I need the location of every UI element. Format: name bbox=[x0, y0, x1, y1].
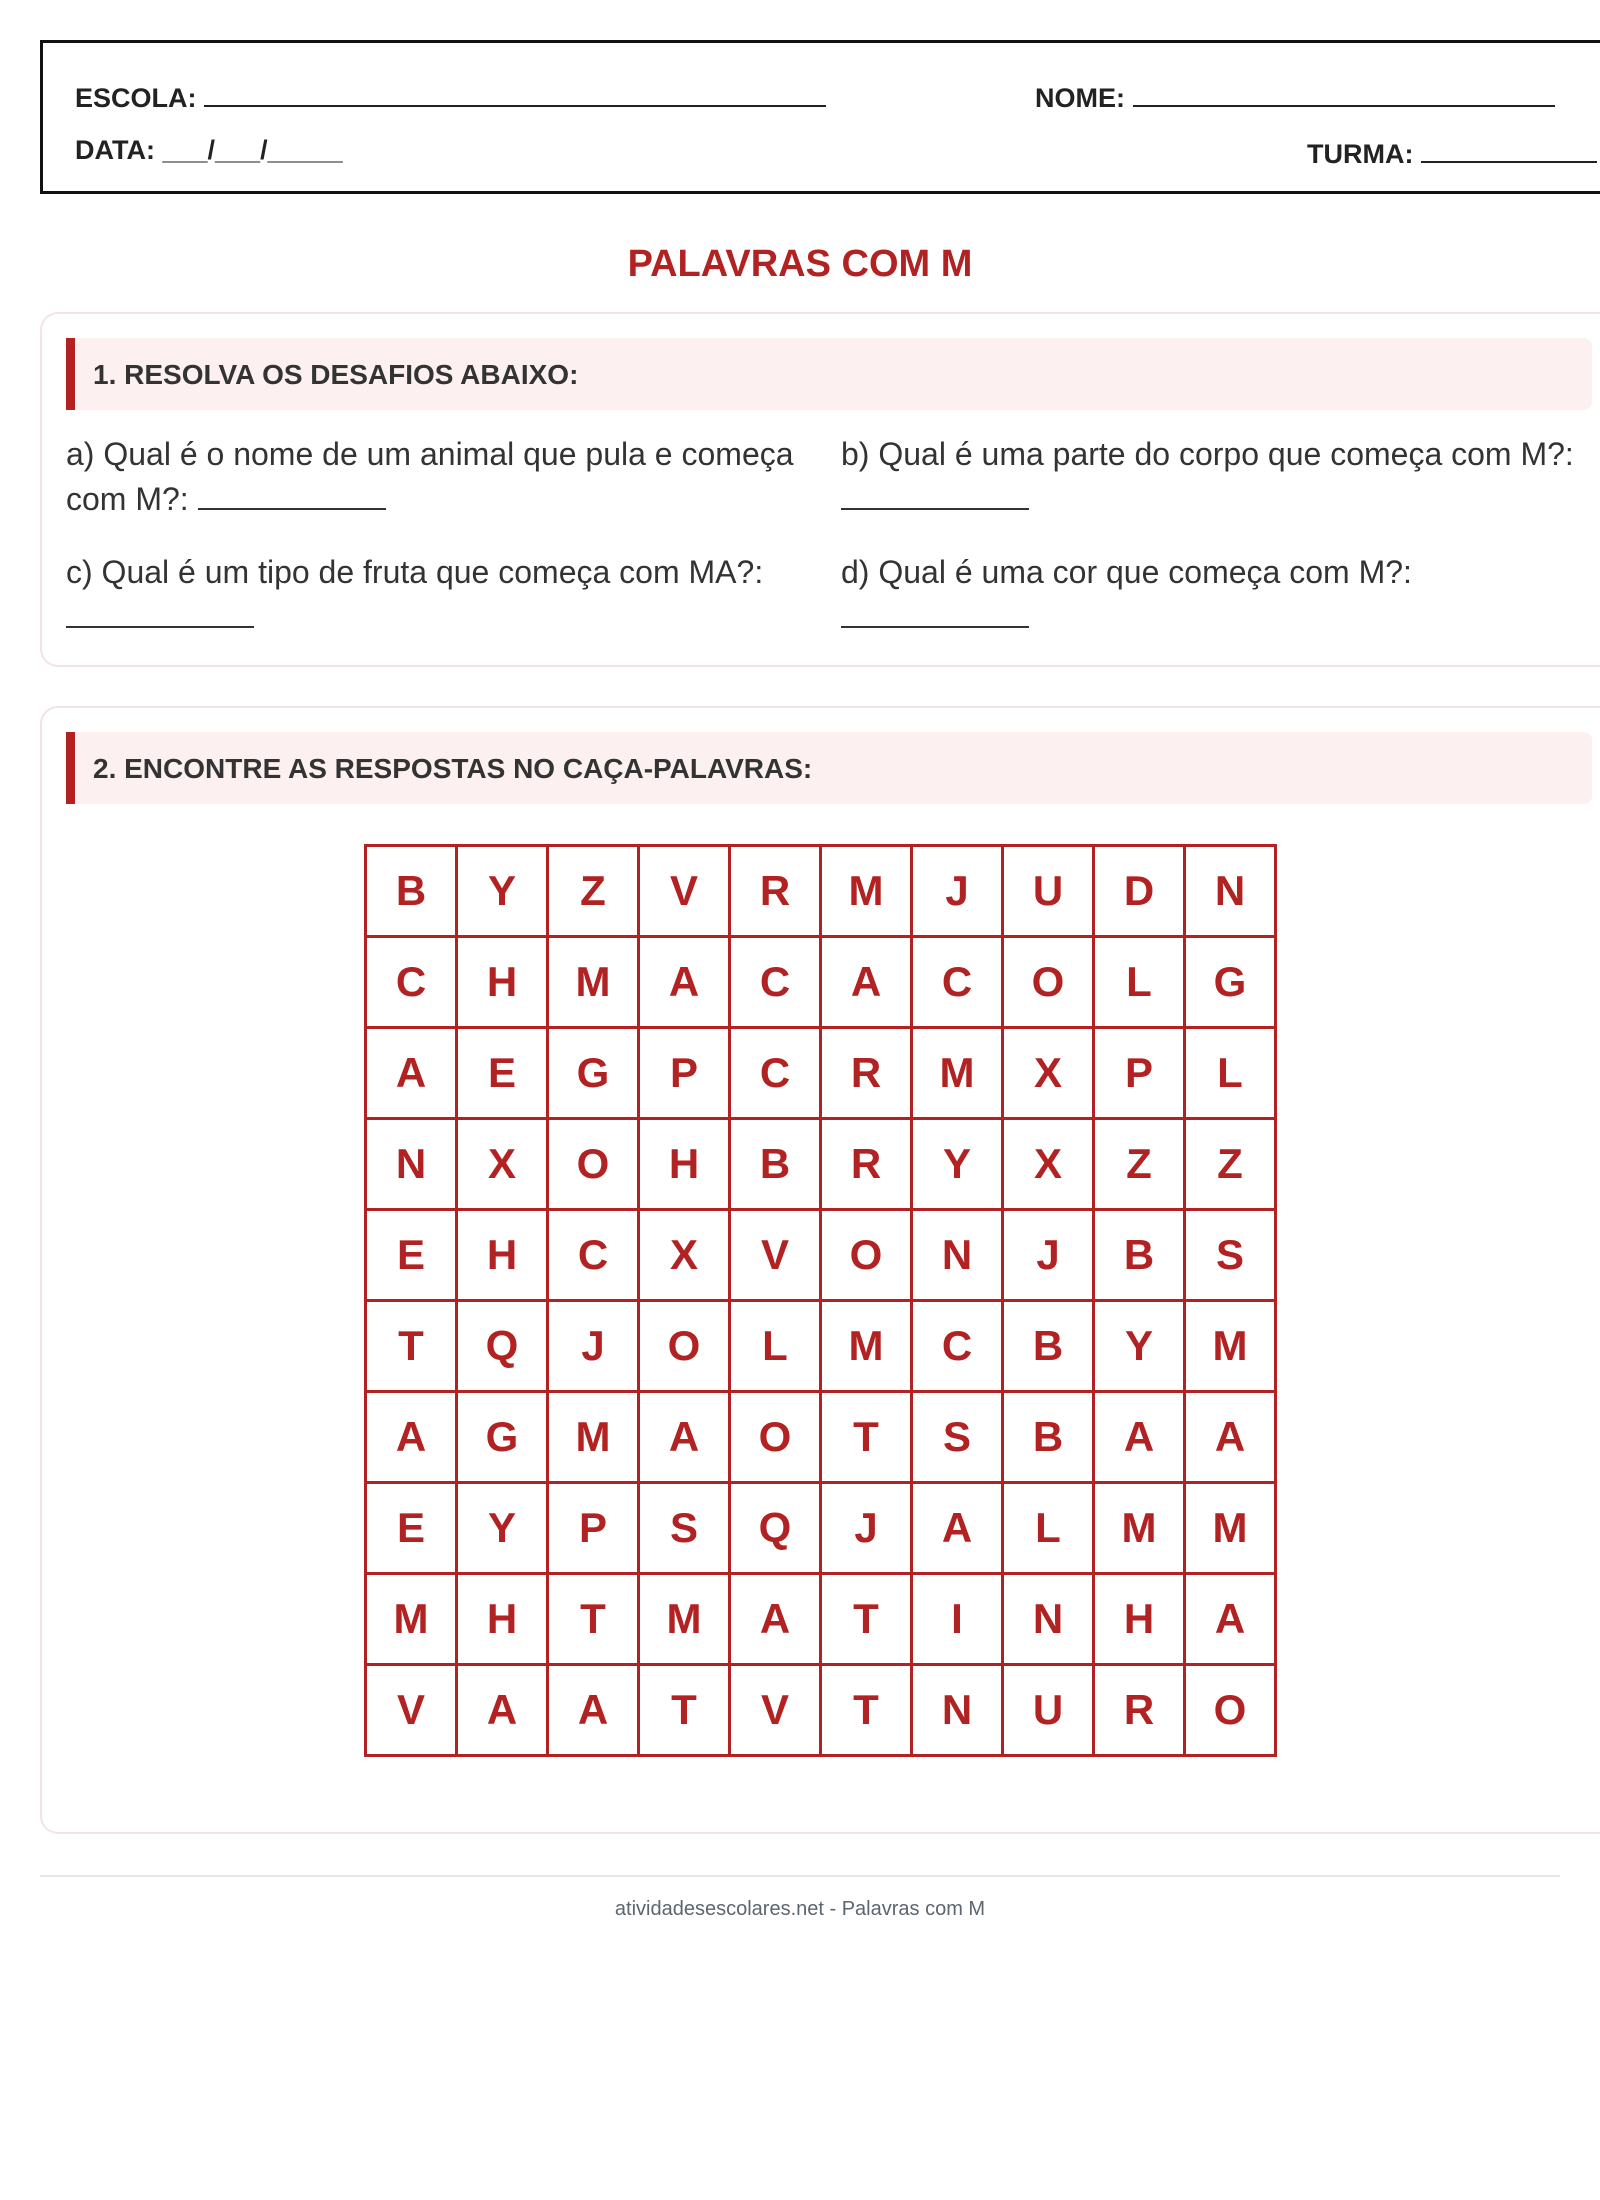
grid-cell[interactable]: G bbox=[1185, 937, 1276, 1028]
grid-cell[interactable]: H bbox=[639, 1119, 730, 1210]
grid-cell[interactable]: A bbox=[1094, 1392, 1185, 1483]
grid-cell[interactable]: A bbox=[548, 1665, 639, 1756]
grid-cell[interactable]: T bbox=[821, 1392, 912, 1483]
grid-cell[interactable]: B bbox=[1003, 1392, 1094, 1483]
nome-line bbox=[1133, 79, 1555, 107]
grid-cell[interactable]: Z bbox=[548, 846, 639, 937]
grid-cell[interactable]: B bbox=[366, 846, 457, 937]
grid-cell[interactable]: M bbox=[366, 1574, 457, 1665]
grid-row bbox=[366, 937, 1276, 1028]
challenges-card bbox=[40, 312, 1600, 667]
grid-row bbox=[366, 1028, 1276, 1119]
grid-cell[interactable]: X bbox=[1003, 1119, 1094, 1210]
grid-cell[interactable]: U bbox=[1003, 1665, 1094, 1756]
grid-cell[interactable]: X bbox=[1003, 1028, 1094, 1119]
nome-field[interactable]: NOME: bbox=[1035, 79, 1555, 114]
grid-cell[interactable]: L bbox=[1003, 1483, 1094, 1574]
grid-row bbox=[366, 846, 1276, 937]
grid-cell[interactable]: A bbox=[457, 1665, 548, 1756]
data-field[interactable]: DATA: ___/___/_____ bbox=[75, 135, 343, 165]
grid-cell[interactable]: N bbox=[912, 1665, 1003, 1756]
grid-cell[interactable]: X bbox=[457, 1119, 548, 1210]
grid-row bbox=[366, 1483, 1276, 1574]
escola-line bbox=[204, 79, 826, 107]
grid-cell[interactable]: U bbox=[1003, 846, 1094, 937]
grid-cell[interactable]: E bbox=[366, 1210, 457, 1301]
question-a: a) Qual é o nome de um animal que pula e começa com M?: bbox=[66, 436, 794, 517]
grid-cell[interactable]: M bbox=[548, 937, 639, 1028]
grid-cell[interactable]: Z bbox=[1094, 1119, 1185, 1210]
grid-cell[interactable]: O bbox=[1185, 1665, 1276, 1756]
grid-cell[interactable]: M bbox=[1094, 1483, 1185, 1574]
grid-cell[interactable]: T bbox=[366, 1301, 457, 1392]
grid-cell[interactable]: Y bbox=[457, 1483, 548, 1574]
grid-cell[interactable]: G bbox=[457, 1392, 548, 1483]
grid-cell[interactable]: L bbox=[1185, 1028, 1276, 1119]
grid-cell[interactable]: H bbox=[1094, 1574, 1185, 1665]
section2-heading: 2. ENCONTRE AS RESPOSTAS NO CAÇA-PALAVRAS: bbox=[66, 732, 1592, 804]
grid-cell[interactable]: H bbox=[457, 937, 548, 1028]
grid-cell[interactable]: V bbox=[366, 1665, 457, 1756]
answer-blank-a[interactable] bbox=[198, 478, 386, 510]
grid-cell[interactable]: V bbox=[730, 1665, 821, 1756]
grid-cell[interactable]: H bbox=[457, 1210, 548, 1301]
answer-blank-b[interactable] bbox=[841, 478, 1029, 510]
grid-cell[interactable]: M bbox=[821, 1301, 912, 1392]
grid-cell[interactable]: M bbox=[1185, 1483, 1276, 1574]
grid-cell[interactable]: C bbox=[912, 1301, 1003, 1392]
grid-cell[interactable]: J bbox=[912, 846, 1003, 937]
grid-cell[interactable]: P bbox=[1094, 1028, 1185, 1119]
grid-cell[interactable]: S bbox=[639, 1483, 730, 1574]
grid-cell[interactable]: R bbox=[730, 846, 821, 937]
grid-cell[interactable]: V bbox=[639, 846, 730, 937]
grid-row bbox=[366, 1210, 1276, 1301]
grid-cell[interactable]: S bbox=[1185, 1210, 1276, 1301]
grid-cell[interactable]: J bbox=[1003, 1210, 1094, 1301]
grid-cell[interactable]: J bbox=[821, 1483, 912, 1574]
grid-cell[interactable]: H bbox=[457, 1574, 548, 1665]
grid-cell[interactable]: P bbox=[639, 1028, 730, 1119]
grid-cell[interactable]: E bbox=[366, 1483, 457, 1574]
grid-cell[interactable]: X bbox=[639, 1210, 730, 1301]
grid-cell[interactable]: D bbox=[1094, 846, 1185, 937]
question-b: b) Qual é uma parte do corpo que começa com M?: bbox=[841, 432, 1581, 522]
grid-cell[interactable]: L bbox=[730, 1301, 821, 1392]
grid-cell[interactable]: T bbox=[821, 1574, 912, 1665]
grid-row bbox=[366, 1574, 1276, 1665]
escola-field[interactable]: ESCOLA: bbox=[75, 79, 826, 114]
grid-cell[interactable]: P bbox=[548, 1483, 639, 1574]
grid-cell[interactable]: R bbox=[821, 1119, 912, 1210]
grid-cell[interactable]: A bbox=[1185, 1574, 1276, 1665]
grid-cell[interactable]: B bbox=[1094, 1210, 1185, 1301]
grid-cell[interactable]: N bbox=[1185, 846, 1276, 937]
grid-cell[interactable]: S bbox=[912, 1392, 1003, 1483]
student-info-box bbox=[40, 40, 1600, 194]
answer-blank-d[interactable] bbox=[841, 596, 1029, 628]
grid-cell[interactable]: N bbox=[366, 1119, 457, 1210]
word-search-grid bbox=[364, 844, 1277, 1757]
page-title: PALAVRAS COM M bbox=[627, 243, 973, 285]
grid-cell[interactable]: Z bbox=[1185, 1119, 1276, 1210]
grid-cell[interactable]: J bbox=[548, 1301, 639, 1392]
grid-cell[interactable]: R bbox=[821, 1028, 912, 1119]
grid-cell[interactable]: A bbox=[639, 937, 730, 1028]
grid-cell[interactable]: C bbox=[548, 1210, 639, 1301]
grid-cell[interactable]: A bbox=[821, 937, 912, 1028]
grid-cell[interactable]: Y bbox=[457, 846, 548, 937]
grid-cell[interactable]: E bbox=[457, 1028, 548, 1119]
grid-cell[interactable]: B bbox=[1003, 1301, 1094, 1392]
turma-line bbox=[1421, 135, 1597, 163]
grid-cell[interactable]: O bbox=[1003, 937, 1094, 1028]
footer-text: atividadesescolares.net - Palavras com M bbox=[614, 1898, 986, 1920]
turma-field[interactable]: TURMA: bbox=[1307, 135, 1597, 170]
grid-cell[interactable]: O bbox=[548, 1119, 639, 1210]
grid-cell[interactable]: T bbox=[821, 1665, 912, 1756]
section1-heading: 1. RESOLVA OS DESAFIOS ABAIXO: bbox=[66, 338, 1592, 410]
grid-cell[interactable]: N bbox=[1003, 1574, 1094, 1665]
grid-cell[interactable]: Q bbox=[730, 1483, 821, 1574]
grid-cell[interactable]: M bbox=[548, 1392, 639, 1483]
footer-divider bbox=[40, 1875, 1560, 1877]
question-c: c) Qual é um tipo de fruta que começa com MA?: bbox=[66, 550, 806, 640]
answer-blank-c[interactable] bbox=[66, 596, 254, 628]
grid-cell[interactable]: G bbox=[548, 1028, 639, 1119]
grid-cell[interactable]: C bbox=[730, 1028, 821, 1119]
question-d: d) Qual é uma cor que começa com M?: bbox=[841, 550, 1581, 640]
grid-cell[interactable]: T bbox=[548, 1574, 639, 1665]
grid-cell[interactable]: A bbox=[366, 1392, 457, 1483]
grid-cell[interactable]: C bbox=[912, 937, 1003, 1028]
grid-cell[interactable]: O bbox=[730, 1392, 821, 1483]
grid-cell[interactable]: M bbox=[912, 1028, 1003, 1119]
grid-row bbox=[366, 1119, 1276, 1210]
grid-cell[interactable]: M bbox=[821, 846, 912, 937]
grid-cell[interactable]: A bbox=[1185, 1392, 1276, 1483]
grid-cell[interactable]: Y bbox=[912, 1119, 1003, 1210]
grid-cell[interactable]: B bbox=[730, 1119, 821, 1210]
grid-row bbox=[366, 1392, 1276, 1483]
grid-cell[interactable]: I bbox=[912, 1574, 1003, 1665]
grid-cell[interactable]: C bbox=[366, 937, 457, 1028]
grid-cell[interactable]: A bbox=[366, 1028, 457, 1119]
grid-cell[interactable]: A bbox=[639, 1392, 730, 1483]
grid-cell[interactable]: M bbox=[1185, 1301, 1276, 1392]
grid-cell[interactable]: M bbox=[639, 1574, 730, 1665]
grid-cell[interactable]: Q bbox=[457, 1301, 548, 1392]
grid-cell[interactable]: N bbox=[912, 1210, 1003, 1301]
grid-cell[interactable]: T bbox=[639, 1665, 730, 1756]
grid-cell[interactable]: C bbox=[730, 937, 821, 1028]
grid-cell[interactable]: O bbox=[639, 1301, 730, 1392]
grid-row bbox=[366, 1301, 1276, 1392]
grid-cell[interactable]: L bbox=[1094, 937, 1185, 1028]
grid-cell[interactable]: A bbox=[912, 1483, 1003, 1574]
grid-row bbox=[366, 1665, 1276, 1756]
grid-cell[interactable]: R bbox=[1094, 1665, 1185, 1756]
grid-cell[interactable]: A bbox=[730, 1574, 821, 1665]
grid-cell[interactable]: Y bbox=[1094, 1301, 1185, 1392]
grid-cell[interactable]: O bbox=[821, 1210, 912, 1301]
grid-cell[interactable]: V bbox=[730, 1210, 821, 1301]
